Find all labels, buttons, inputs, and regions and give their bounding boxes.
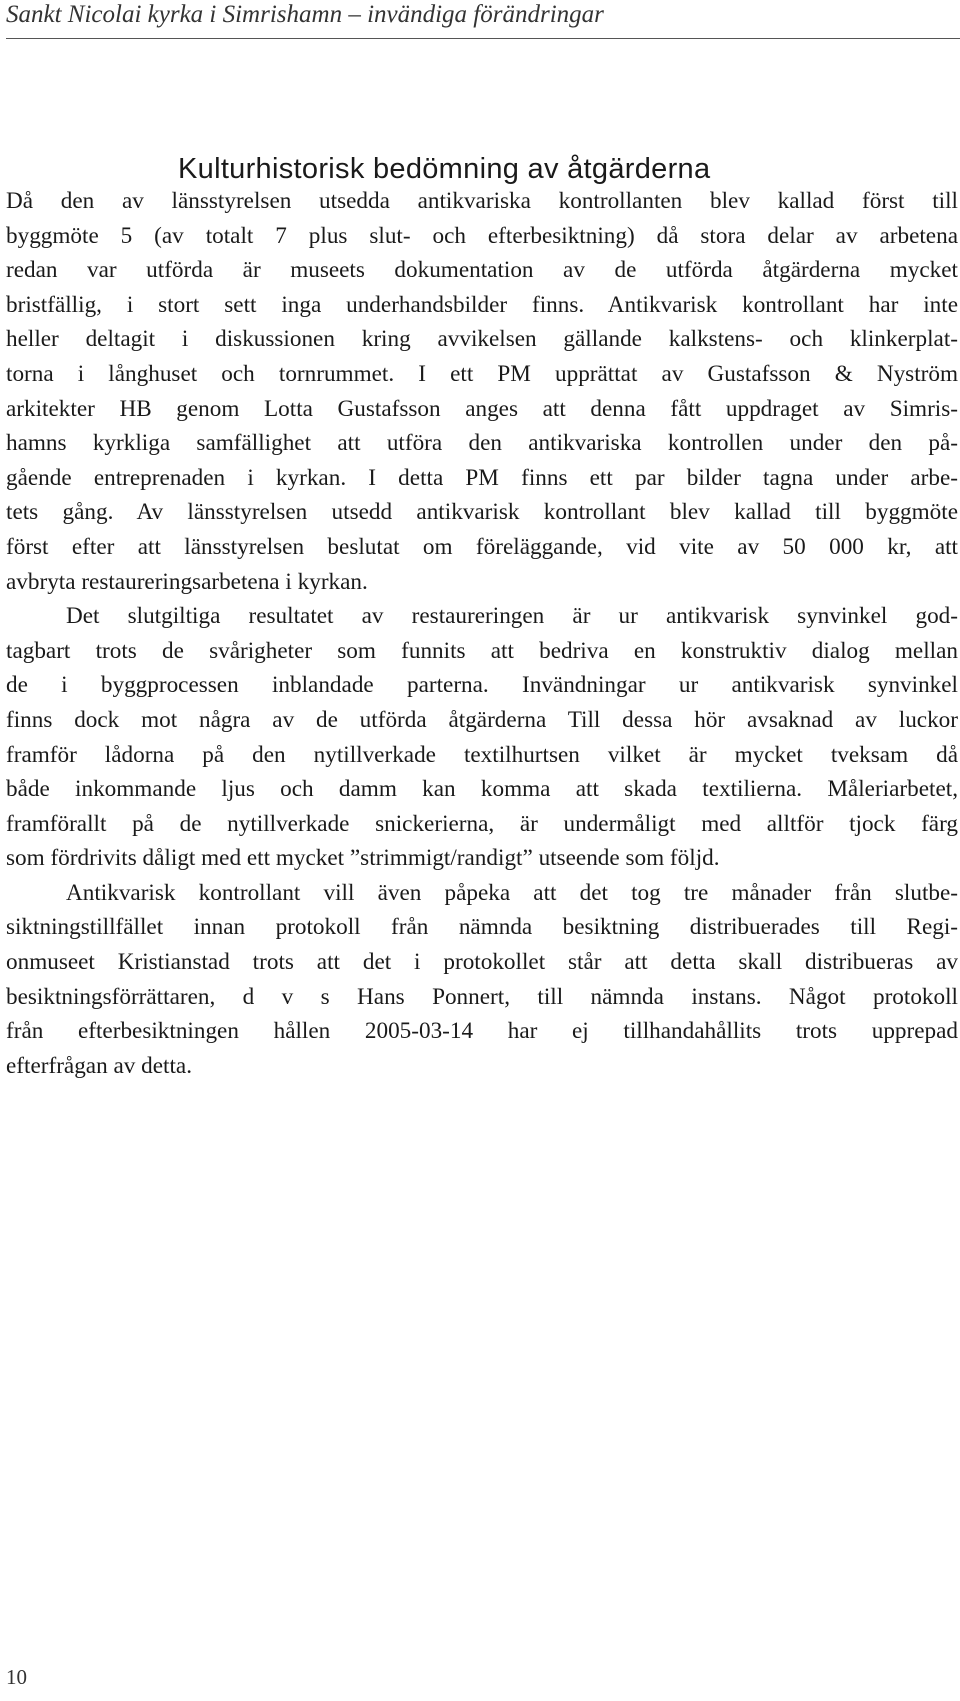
- text-line: byggmöte 5 (av totalt 7 plus slut- och efterbesiktning) då stora delar av arbetena: [6, 222, 958, 249]
- text-line: heller deltagit i diskussionen kring avvikelsen gällande kalkstens- och klinkerplat-: [6, 326, 958, 353]
- text-line: tets gång. Av länsstyrelsen utsedd antikvarisk kontrollant blev kallad till byggmöte: [6, 499, 958, 526]
- text-line: torna i långhuset och tornrummet. I ett PM upprättat av Gustafsson & Nyström: [6, 360, 958, 387]
- text-line: gående entreprenaden i kyrkan. I detta PM finns ett par bilder tagna under arbe-: [6, 464, 958, 491]
- text-line: efterfrågan av detta.: [6, 1052, 193, 1079]
- text-line: från efterbesiktningen hållen 2005-03-14 har ej tillhandahållits trots upprepad: [6, 1018, 958, 1045]
- text-line: besiktningsförrättaren, d v s Hans Ponnert, till nämnda instans. Något protokoll: [6, 983, 958, 1010]
- text-line: de i byggprocessen inblandade parterna. Invändningar ur antikvarisk synvinkel: [6, 672, 958, 699]
- text-line: redan var utförda är museets dokumentation av de utförda åtgärderna mycket: [6, 257, 958, 284]
- text-line: framför lådorna på den nytillverkade textilhurtsen vilket är mycket tveksam då: [6, 741, 958, 768]
- text-line: bristfällig, i stort sett inga underhandsbilder finns. Antikvarisk kontrollant har inte: [6, 291, 958, 318]
- text-line: finns dock mot några av de utförda åtgärderna Till dessa hör avsaknad av luckor: [6, 706, 958, 733]
- text-line: som fördrivits dåligt med ett mycket ”strimmigt/randigt” utseende som följd.: [6, 845, 720, 872]
- paragraph-3: [6, 876, 958, 1084]
- text-line: onmuseet Kristianstad trots att det i protokollet står att detta skall distribueras av: [6, 949, 958, 976]
- text-line: först efter att länsstyrelsen beslutat om föreläggande, vid vite av 50 000 kr, att: [6, 533, 958, 560]
- text-line: avbryta restaureringsarbetena i kyrkan.: [6, 568, 368, 595]
- text-line: framförallt på de nytillverkade snickerierna, är undermåligt med alltför tjock färg: [6, 810, 958, 837]
- text-line: tagbart trots de svårigheter som funnits att bedriva en konstruktiv dialog mellan: [6, 637, 958, 664]
- running-header-title: Sankt Nicolai kyrka i Simrishamn – invändiga förändringar: [6, 1, 604, 28]
- text-line: arkitekter HB genom Lotta Gustafsson anges att denna fått uppdraget av Simris-: [6, 395, 958, 422]
- paragraph-1: [6, 184, 958, 599]
- running-header: [6, 0, 960, 39]
- text-line: hamns kyrkliga samfällighet att utföra den antikvariska kontrollen under den på-: [6, 430, 958, 457]
- body-text: [6, 184, 958, 1083]
- text-line: både inkommande ljus och damm kan komma att skada textilierna. Måleriarbetet,: [6, 776, 958, 803]
- text-line: Då den av länsstyrelsen utsedda antikvariska kontrollanten blev kallad först till: [6, 188, 958, 214]
- paragraph-2: [6, 599, 958, 876]
- text-line: Det slutgiltiga resultatet av restaureringen är ur antikvarisk synvinkel god-: [66, 603, 958, 630]
- text-line: Antikvarisk kontrollant vill även påpeka att det tog tre månader från slutbe-: [66, 879, 958, 906]
- text-line: siktningstillfället innan protokoll från nämnda besiktning distribuerades till Regi-: [6, 914, 958, 941]
- section-heading: Kulturhistorisk bedömning av åtgärderna: [178, 153, 711, 185]
- page-number: 10: [6, 1665, 27, 1689]
